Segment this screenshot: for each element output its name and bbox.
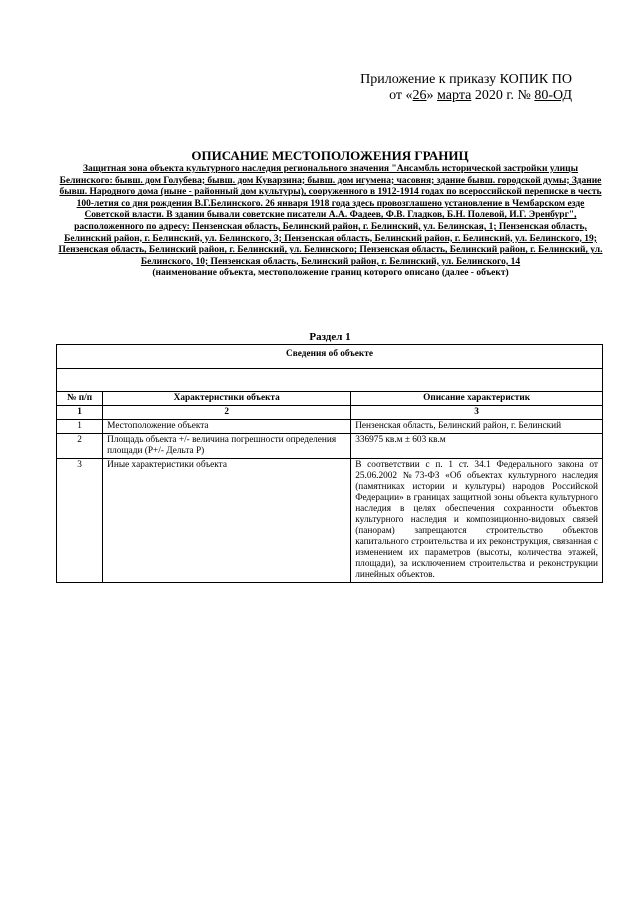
col-header-num: № п/п bbox=[57, 392, 103, 406]
table-spacer-cell bbox=[57, 369, 603, 392]
document-title: ОПИСАНИЕ МЕСТОПОЛОЖЕНИЯ ГРАНИЦ bbox=[191, 148, 469, 163]
row-characteristic: Площадь объекта +/- величина погрешности определения площади (P+/- Дельта P) bbox=[103, 434, 351, 459]
row-description: В соответствии с п. 1 ст. 34.1 Федерального закона от 25.06.2002 №73-ФЗ «Об объектах культурного наследия (памятниках истории и культуры) народов Российской Федерации» в границах защитной зоны объекта культурного наследия в целях обеспечения сохранности объектов культурного наследия и композиционно-видовых связей (панорам) запрещаются строительство объектов капитального строительства и их реконструкция, связанная с изменением их параметров (высоты, количества этажей, площади), за исключением строительства и реконструкции линейных объектов. bbox=[351, 459, 603, 583]
row-description: Пензенская область, Белинский район, г. Белинский bbox=[351, 420, 603, 434]
annex-day: 26 bbox=[412, 88, 427, 103]
annex-header bbox=[332, 72, 572, 104]
col-index-2: 2 bbox=[103, 406, 351, 420]
annex-number: 80-ОД bbox=[534, 88, 572, 103]
col-index-3: 3 bbox=[351, 406, 603, 420]
object-description: Защитная зона объекта культурного наследия регионального значения "Ансамбль исторической застройки улицы Белинского: бывш. дом Голубева; бывш. дом Куварзина; бывш. дом игумена; часовня; здание бывш. городской думы; Здание бывш. Народного дома (ныне - районный дом культуры), сооруженного в 1912-1914 годах по всероссийской переписке в честь 100-летия со дня рождения В.Г.Белинского. 26 января 1918 года здесь провозглашено установление в Чембарском езде Советской власти. В здании бывали советские писатели А.А. Фадеев, Ф.В. Гладков, Б.Н. Полевой, И.Г. Эренбург", расположенного по адресу: Пензенская область, Белинский район, г. Белинский, ул. Белинская, 1; Пензенская область, Белинский район, г. Белинский, ул. Белинского, 3; Пензенская область, Белинский район, г. Белинский, ул. Белинского, 19; Пензенская область, Белинский район, г. Белинский, ул. Белинского; Пензенская область, Белинский район, г. Белинский, ул. Белинского, 10; Пензенская область, Белинский район, г. Белинский, ул. Белинского, 14 bbox=[58, 164, 603, 267]
column-index-row bbox=[57, 406, 603, 420]
col-header-characteristics: Характеристики объекта bbox=[103, 392, 351, 406]
row-characteristic: Местоположение объекта bbox=[103, 420, 351, 434]
table-spacer-row bbox=[57, 369, 603, 392]
table-row bbox=[57, 434, 603, 459]
row-num: 2 bbox=[57, 434, 103, 459]
annex-year: 2020 г. № bbox=[471, 88, 535, 103]
row-description: 336975 кв.м ± 603 кв.м bbox=[351, 434, 603, 459]
col-index-1: 1 bbox=[57, 406, 103, 420]
table-header: Сведения об объекте bbox=[57, 345, 603, 369]
col-header-description: Описание характеристик bbox=[351, 392, 603, 406]
row-num: 1 bbox=[57, 420, 103, 434]
annex-line1: Приложение к приказу КОПИК ПО bbox=[360, 72, 572, 87]
annex-line2 bbox=[332, 88, 572, 104]
object-caption: (наименование объекта, местоположение границ которого описано (далее - объект) bbox=[152, 268, 509, 279]
annex-month: марта bbox=[437, 88, 472, 103]
table-row bbox=[57, 459, 603, 583]
annex-mid: » bbox=[426, 88, 438, 103]
object-info-table bbox=[56, 344, 603, 583]
table-row bbox=[57, 420, 603, 434]
object-description-block bbox=[58, 164, 603, 280]
row-num: 3 bbox=[57, 459, 103, 583]
row-characteristic: Иные характеристики объекта bbox=[103, 459, 351, 583]
section-title: Раздел 1 bbox=[309, 331, 351, 343]
table-header-row bbox=[57, 345, 603, 369]
column-header-row bbox=[57, 392, 603, 406]
annex-prefix: от « bbox=[389, 88, 413, 103]
